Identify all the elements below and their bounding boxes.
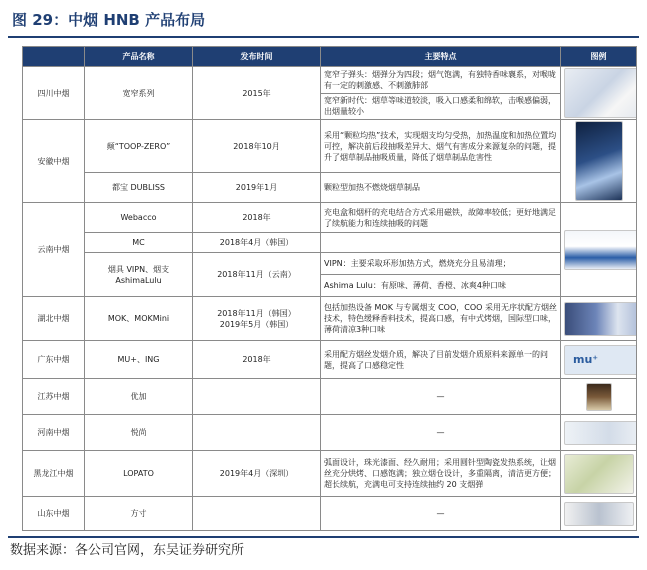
date-cell: [193, 497, 321, 531]
header-company: [23, 47, 85, 67]
product-cell: 悦尚: [85, 415, 193, 451]
figure-title: 图 29：中烟 HNB 产品布局: [12, 11, 206, 29]
feature-cell: 宽窄子弹头：烟弹分为四段；烟气饱满，有独特香味襄系，对喉咙有一定的刺激感、不刺激肺部: [321, 67, 561, 94]
company-cell: 四川中烟: [23, 67, 85, 120]
image-cell: [561, 120, 637, 203]
shandong-product-photo: [564, 502, 634, 526]
date-cell: [193, 415, 321, 451]
feature-cell: —: [321, 379, 561, 415]
mu-logo-text: mu⁺: [573, 352, 599, 366]
table-row: [23, 297, 637, 341]
date-cell: [193, 379, 321, 415]
company-cell: 黑龙江中烟: [23, 451, 85, 497]
table-row: [23, 233, 637, 253]
date-cell: 2018年10月: [193, 120, 321, 173]
feature-cell: Ashima Lulu：有原味、薄荷、香橙、冰爽4种口味: [321, 275, 561, 297]
image-cell: [561, 379, 637, 415]
date-cell: 2018年: [193, 341, 321, 379]
feature-cell: —: [321, 415, 561, 451]
image-cell: [561, 451, 637, 497]
header-date: 发布时间: [193, 47, 321, 67]
date-cell: 2018年: [193, 203, 321, 233]
product-cell: LOPATO: [85, 451, 193, 497]
feature-cell: VIPN：主要采取环形加热方式，燃烧充分且易清理；: [321, 253, 561, 275]
date-cell: 2015年: [193, 67, 321, 120]
table-row: [23, 341, 637, 379]
table-row: [23, 203, 637, 233]
table-row: [23, 253, 637, 275]
company-cell: 广东中烟: [23, 341, 85, 379]
data-source-note: 数据来源：各公司官网，东吴证券研究所: [8, 536, 639, 564]
product-cell: 优加: [85, 379, 193, 415]
company-cell: 湖北中烟: [23, 297, 85, 341]
company-cell: 山东中烟: [23, 497, 85, 531]
date-cell: 2019年4月（深圳）: [193, 451, 321, 497]
header-features: 主要特点: [321, 47, 561, 67]
company-cell: 安徽中烟: [23, 120, 85, 203]
feature-cell: 采用“颗粒均热”技术，实现烟支均匀受热，加热温度和加热位置均可控，解决前后段抽吸差异大、烟气有害成分来源复杂的问题，提升了烟草制品抽吸质量，降低了烟草制品危害性: [321, 120, 561, 173]
feature-cell: 包括加热设备 MOK 与专属烟支 COO，COO 采用无序状配方烟丝技术，特色缓释香料技术，提高口感，有中式烤烟，国际型口味，薄荷清凉3种口味: [321, 297, 561, 341]
product-cell: 方寸: [85, 497, 193, 531]
image-cell: [561, 67, 637, 120]
image-cell: [561, 341, 637, 379]
product-cell: MC: [85, 233, 193, 253]
product-cell: 宽窄系列: [85, 67, 193, 120]
product-cell: MOK、MOKMini: [85, 297, 193, 341]
table-row: [23, 120, 637, 173]
header-row: [23, 47, 637, 67]
feature-cell: 弧面设计，珠光漆面、经久耐用；采用圆针型陶瓷发热系统，让烟丝充分烘烤、口感饱满；独立烟仓设计，多重隔离，清洁更方便；超长续航，充满电可支持连续抽约 20 支烟弹: [321, 451, 561, 497]
header-image: 图例: [561, 47, 637, 67]
hubei-product-photo: [564, 302, 637, 336]
header-product: 产品名称: [85, 47, 193, 67]
product-cell: Webacco: [85, 203, 193, 233]
feature-cell: 宽窄新时代：烟草等味道较淡，吸入口感柔和绵软，击喉感偏弱，出烟量较小: [321, 93, 561, 120]
table-row: [23, 67, 637, 94]
image-cell: [561, 203, 637, 297]
feature-cell: 充电盒和烟杆的充电结合方式采用磁铁，故障率较低；更好地满足了续航能力和连续抽吸的问题: [321, 203, 561, 233]
heilongjiang-product-photo: [564, 454, 634, 494]
guangdong-product-photo: [564, 345, 637, 375]
feature-cell: 颗粒型加热不燃烧烟草制品: [321, 173, 561, 203]
table-row: [23, 451, 637, 497]
date-cell: 2018年11月（韩国） 2019年5月（韩国）: [193, 297, 321, 341]
image-cell: [561, 497, 637, 531]
feature-cell: 采用配方烟丝发烟介质，解决了目前发烟介质原料来源单一的问题，提高了口感稳定性: [321, 341, 561, 379]
company-cell: 江苏中烟: [23, 379, 85, 415]
product-cell: 颠“TOOP-ZERO”: [85, 120, 193, 173]
yunnan-product-photo: [564, 230, 637, 270]
company-cell: 云南中烟: [23, 203, 85, 297]
sichuan-product-photo: [564, 68, 637, 118]
date-cell: 2018年11月（云南）: [193, 253, 321, 297]
table-row: [23, 497, 637, 531]
image-cell: [561, 415, 637, 451]
date-cell: 2019年1月: [193, 173, 321, 203]
table-row: [23, 379, 637, 415]
table-row: [23, 415, 637, 451]
product-cell: 都宝 DUBLISS: [85, 173, 193, 203]
product-cell: 烟具 VIPN、烟支 AshimaLulu: [85, 253, 193, 297]
image-cell: [561, 297, 637, 341]
company-cell: 河南中烟: [23, 415, 85, 451]
table-row: [23, 173, 637, 203]
title-rule: [8, 36, 639, 38]
product-table: [22, 46, 637, 531]
henan-product-photo: [564, 421, 637, 445]
date-cell: 2018年4月（韩国）: [193, 233, 321, 253]
feature-cell: [321, 233, 561, 253]
jiangsu-product-photo: [586, 383, 612, 411]
feature-cell: —: [321, 497, 561, 531]
product-cell: MU+、ING: [85, 341, 193, 379]
anhui-product-photo: [575, 121, 623, 201]
